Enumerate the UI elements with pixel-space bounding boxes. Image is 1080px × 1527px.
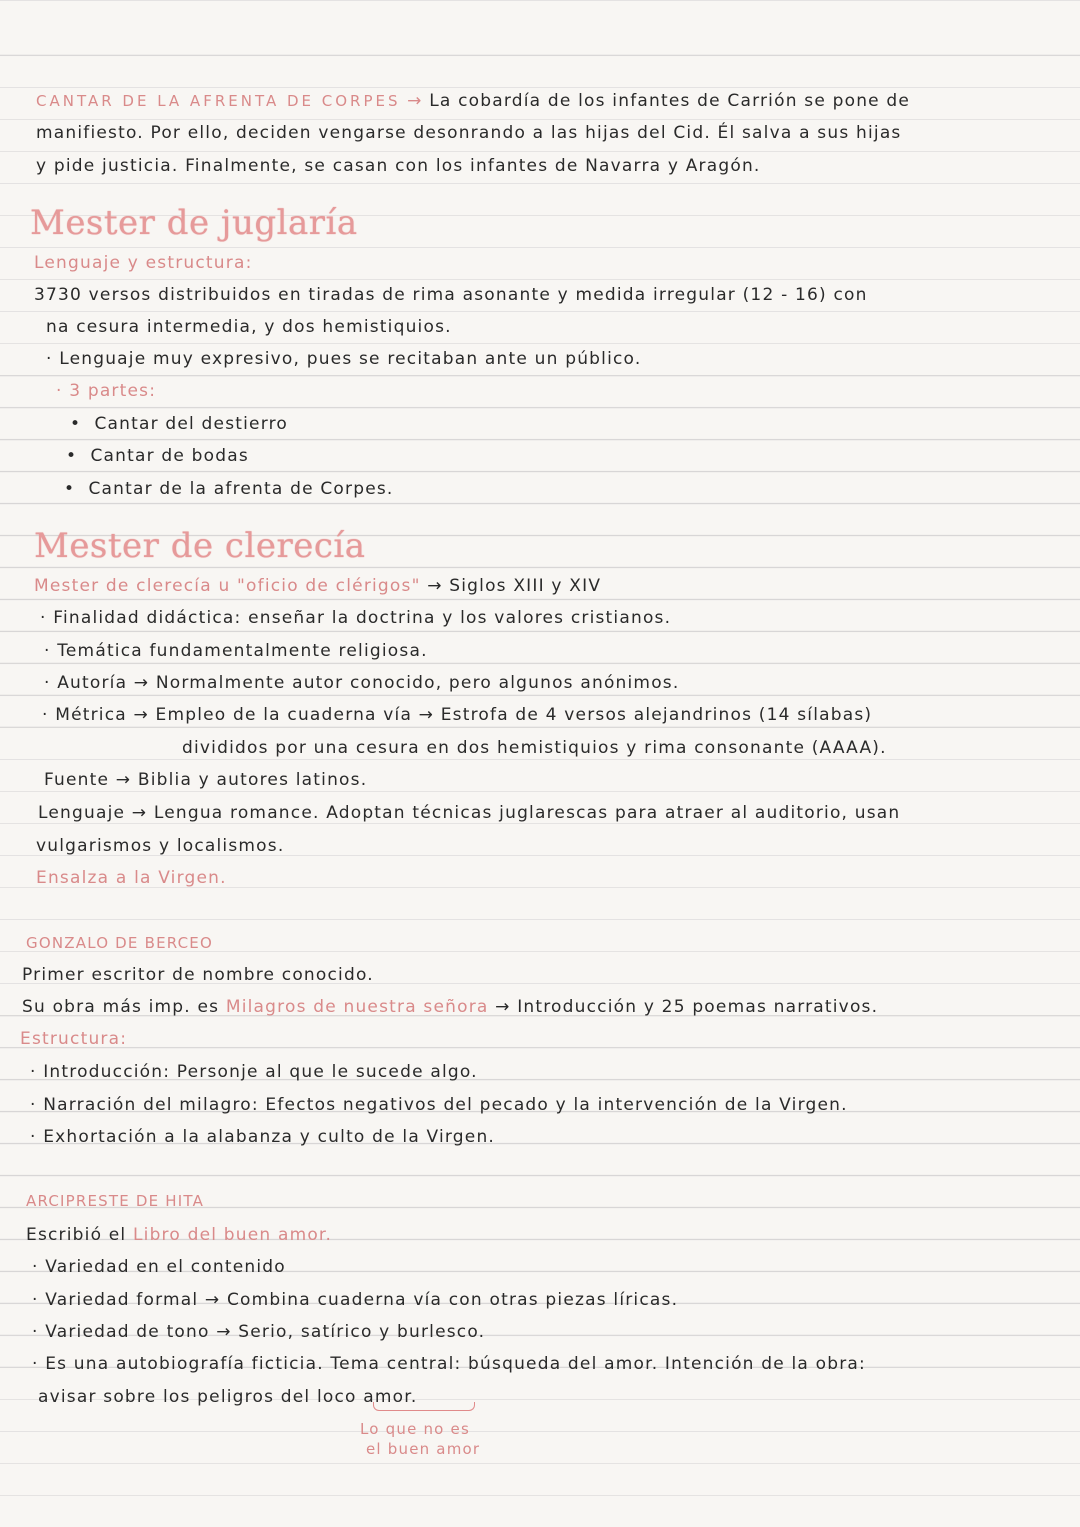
- berceo-item-3: · Exhortación a la alabanza y culto de la Virgen.: [30, 1127, 496, 1147]
- afrenta-text: La cobardía de los infantes de Carrión se pone de: [429, 91, 911, 111]
- clerecia-ensalza: Ensalza a la Virgen.: [36, 868, 227, 888]
- berceo-heading: GONZALO DE BERCEO: [26, 934, 213, 952]
- afrenta-line-1: [36, 90, 910, 112]
- berceo-obra-suffix: → Introducción y 25 poemas narrativos.: [495, 997, 879, 1017]
- berceo-obra: [22, 996, 878, 1018]
- hita-heading: ARCIPRESTE DE HITA: [26, 1192, 205, 1210]
- berceo-estructura: Estructura:: [20, 1029, 128, 1049]
- brace-mark: [373, 1402, 475, 1411]
- clerecia-intro-pink: Mester de clerecía u "oficio de clérigos": [34, 576, 421, 596]
- hita-item-2: · Variedad formal → Combina cuaderna vía con otras piezas líricas.: [32, 1290, 679, 1310]
- berceo-item-1: · Introducción: Personje al que le sucede algo.: [30, 1062, 478, 1082]
- hita-item-4: · Es una autobiografía ficticia. Tema central: búsqueda del amor. Intención de la obra:: [32, 1354, 866, 1374]
- juglaria-partes-label: · 3 partes:: [56, 381, 157, 401]
- berceo-line-1: Primer escritor de nombre conocido.: [22, 965, 374, 985]
- afrenta-line-3: y pide justicia. Finalmente, se casan con los infantes de Navarra y Aragón.: [36, 156, 761, 176]
- clerecia-tematica: · Temática fundamentalmente religiosa.: [44, 641, 428, 661]
- hita-libro: Libro del buen amor.: [132, 1225, 333, 1245]
- berceo-item-2: · Narración del milagro: Efectos negativos del pecado y la intervención de la Virgen.: [30, 1095, 848, 1115]
- juglaria-line-3: · Lenguaje muy expresivo, pues se recitaban ante un público.: [46, 349, 642, 369]
- clerecia-fuente: Fuente → Biblia y autores latinos.: [44, 770, 368, 790]
- berceo-obra-prefix: Su obra más imp. es: [22, 997, 220, 1017]
- clerecia-title: Mester de clerecía: [34, 526, 366, 566]
- parte-label: Cantar de la afrenta de Corpes.: [88, 479, 394, 499]
- hita-loco-amor: loco amor.: [316, 1387, 418, 1407]
- clerecia-metrica-1: · Métrica → Empleo de la cuaderna vía → Estrofa de 4 versos alejandrinos (14 sílabas): [42, 705, 873, 725]
- clerecia-lenguaje-2: vulgarismos y localismos.: [36, 836, 285, 856]
- hita-avisar: [38, 1386, 417, 1408]
- hita-item-1: · Variedad en el contenido: [32, 1257, 286, 1277]
- clerecia-intro-rest: → Siglos XIII y XIV: [427, 576, 602, 596]
- juglaria-line-2: na cesura intermedia, y dos hemistiquios.: [46, 317, 452, 337]
- arrow-icon: →: [407, 91, 423, 111]
- clerecia-lenguaje-1: Lenguaje → Lengua romance. Adoptan técnicas juglarescas para atraer al auditorio, usan: [38, 803, 901, 823]
- hita-note-1: Lo que no es: [360, 1420, 470, 1438]
- parte-label: Cantar de bodas: [90, 446, 249, 466]
- juglaria-line-1: 3730 versos distribuidos en tiradas de rima asonante y medida irregular (12 - 16) con: [34, 285, 868, 305]
- juglaria-parte-1: • Cantar del destierro: [70, 414, 289, 434]
- hita-escribio: [26, 1224, 332, 1246]
- afrenta-heading: CANTAR DE LA AFRENTA DE CORPES: [36, 92, 401, 110]
- parte-label: Cantar del destierro: [94, 414, 289, 434]
- juglaria-parte-3: • Cantar de la afrenta de Corpes.: [64, 479, 394, 499]
- hita-note-2: el buen amor: [366, 1440, 481, 1458]
- clerecia-finalidad: · Finalidad didáctica: enseñar la doctrina y los valores cristianos.: [40, 608, 672, 628]
- clerecia-intro: [34, 575, 601, 597]
- clerecia-autoria: · Autoría → Normalmente autor conocido, pero algunos anónimos.: [44, 673, 680, 693]
- juglaria-parte-2: • Cantar de bodas: [66, 446, 249, 466]
- hita-escribio-prefix: Escribió el: [26, 1225, 127, 1245]
- hita-avisar-prefix: avisar sobre los peligros del: [38, 1387, 311, 1407]
- hita-item-3: · Variedad de tono → Serio, satírico y burlesco.: [32, 1322, 486, 1342]
- afrenta-line-2: manifiesto. Por ello, deciden vengarse desonrando a las hijas del Cid. Él salva a sus hijas: [36, 123, 902, 143]
- juglaria-title: Mester de juglaría: [30, 203, 358, 243]
- berceo-obra-title: Milagros de nuestra señora: [225, 997, 489, 1017]
- juglaria-subtitle: Lenguaje y estructura:: [34, 253, 253, 273]
- clerecia-metrica-2: divididos por una cesura en dos hemistiquios y rima consonante (AAAA).: [182, 738, 887, 758]
